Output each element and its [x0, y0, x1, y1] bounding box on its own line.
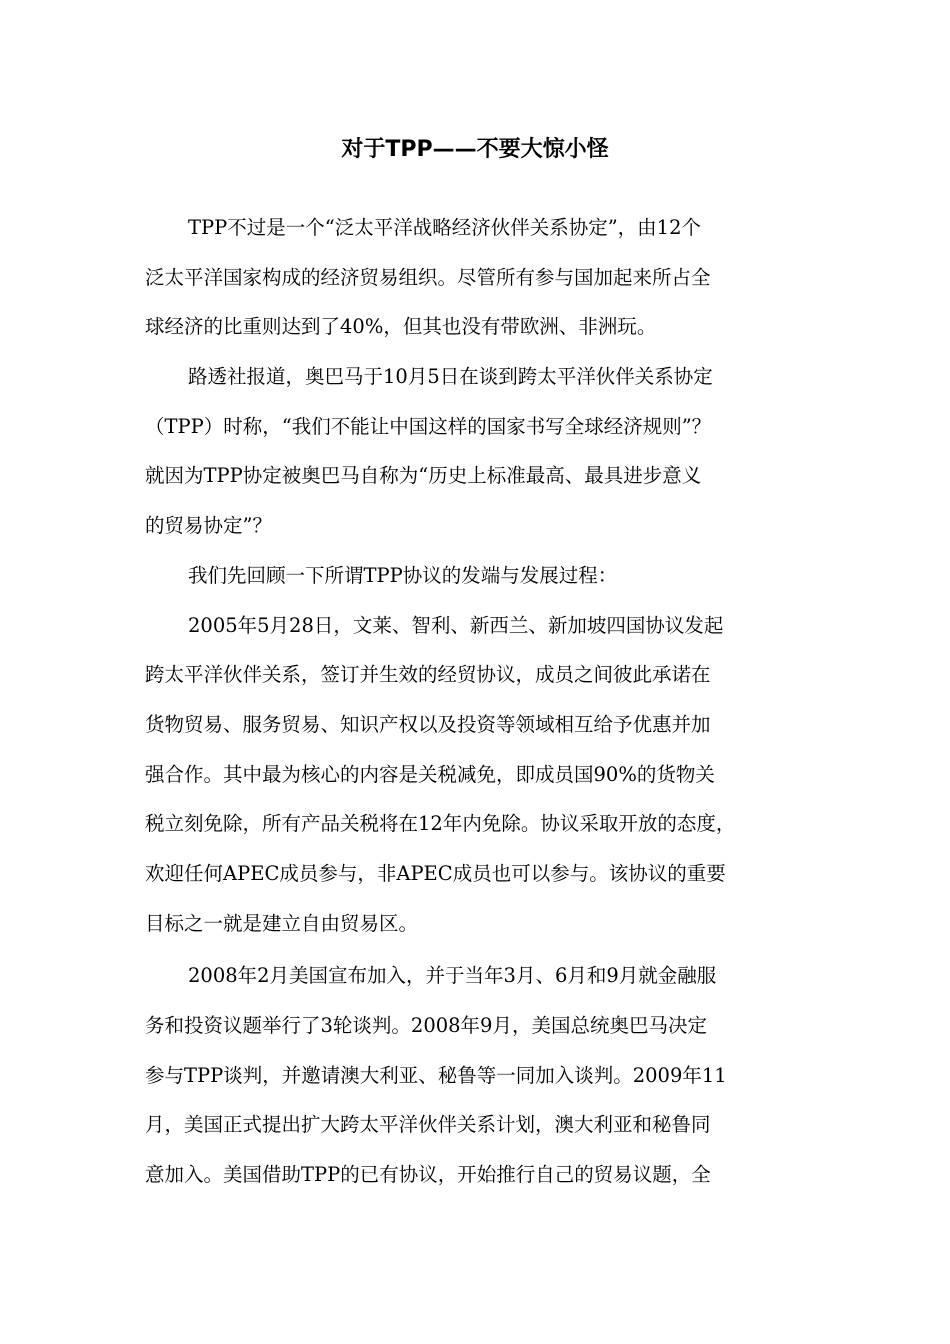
paragraph-line: 跨太平洋伙伴关系，签订并生效的经贸协议，成员之间彼此承诺在	[145, 663, 711, 687]
paragraph-line: 欢迎任何APEC成员参与，非APEC成员也可以参与。该协议的重要	[145, 861, 726, 885]
paragraph-line: 货物贸易、服务贸易、知识产权以及投资等领域相互给予优惠并加	[145, 712, 711, 736]
paragraph-line: 务和投资议题举行了3轮谈判。2008年9月，美国总统奥巴马决定	[145, 1014, 707, 1037]
paragraph-line: 目标之一就是建立自由贸易区。	[145, 911, 419, 935]
paragraph-line: 2008年2月美国宣布加入，并于当年3月、6月和9月就金融服	[188, 964, 717, 988]
paragraph-line: 就因为TPP协定被奥巴马自称为“历史上标准最高、最具进步意义	[145, 464, 702, 488]
document-body	[145, 203, 805, 1200]
paragraph-line: 的贸易协定”？	[145, 514, 272, 538]
paragraph-line: 2005年5月28日，文莱、智利、新西兰、新加坡四国协议发起	[188, 613, 724, 637]
paragraph-line: 税立刻免除，所有产品关税将在12年内免除。协议采取开放的态度，	[145, 812, 736, 836]
paragraph-line: 强合作。其中最为核心的内容是关税减免，即成员国90%的货物关	[145, 762, 715, 786]
paragraph-line: 月，美国正式提出扩大跨太平洋伙伴关系计划，澳大利亚和秘鲁同	[145, 1113, 711, 1137]
paragraph-line: 球经济的比重则达到了40%，但其也没有带欧洲、非洲玩。	[145, 315, 657, 339]
document-title: 对于TPP——不要大惊小怪	[341, 137, 609, 162]
paragraph-line: 路透社报道，奥巴马于10月5日在谈到跨太平洋伙伴关系协定	[188, 365, 713, 389]
paragraph-line: （TPP）时称，“我们不能让中国这样的国家书写全球经济规则”？	[145, 414, 712, 438]
paragraph-line: 我们先回顾一下所谓TPP协议的发端与发展过程：	[188, 563, 618, 587]
paragraph-line: 参与TPP谈判，并邀请澳大利亚、秘鲁等一同加入谈判。2009年11	[145, 1063, 727, 1087]
paragraph-line: 泛太平洋国家构成的经济贸易组织。尽管所有参与国加起来所占全	[145, 265, 711, 289]
paragraph-line: TPP不过是一个“泛太平洋战略经济伙伴关系协定”，由12个	[188, 216, 701, 239]
paragraph-line: 意加入。美国借助TPP的已有协议，开始推行自己的贸易议题，全	[145, 1163, 711, 1187]
